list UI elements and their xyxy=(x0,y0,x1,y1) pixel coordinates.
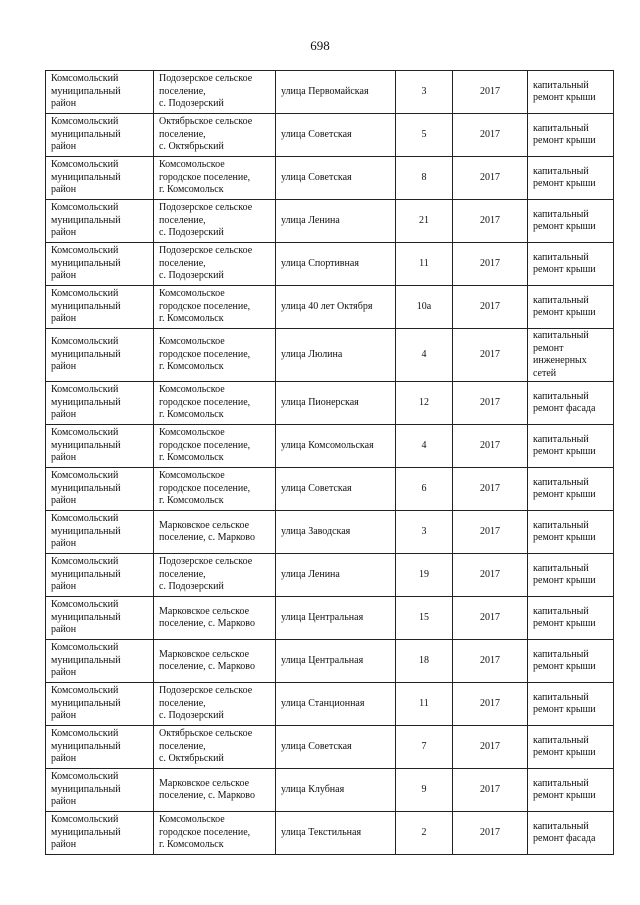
district-cell: Комсомольский муниципальный район xyxy=(46,554,154,597)
settlement-cell: Подозерское сельское поселение, с. Подозерский xyxy=(154,243,276,286)
street-cell: улица Спортивная xyxy=(276,243,396,286)
house-number-cell: 8 xyxy=(396,157,453,200)
settlement-cell: Октябрьское сельское поселение, с. Октябрьский xyxy=(154,114,276,157)
house-number-cell: 6 xyxy=(396,468,453,511)
house-number-cell: 12 xyxy=(396,382,453,425)
year-cell: 2017 xyxy=(453,425,528,468)
house-number-cell: 11 xyxy=(396,683,453,726)
street-cell: улица Пионерская xyxy=(276,382,396,425)
work-type-cell: капитальный ремонт крыши xyxy=(528,769,614,812)
year-cell: 2017 xyxy=(453,157,528,200)
house-number-cell: 4 xyxy=(396,329,453,382)
street-cell: улица Комсомольская xyxy=(276,425,396,468)
house-number-cell: 21 xyxy=(396,200,453,243)
year-cell: 2017 xyxy=(453,511,528,554)
street-cell: улица Станционная xyxy=(276,683,396,726)
house-number-cell: 2 xyxy=(396,812,453,855)
year-cell: 2017 xyxy=(453,726,528,769)
street-cell: улица Центральная xyxy=(276,597,396,640)
year-cell: 2017 xyxy=(453,597,528,640)
district-cell: Комсомольский муниципальный район xyxy=(46,200,154,243)
year-cell: 2017 xyxy=(453,683,528,726)
work-type-cell: капитальный ремонт крыши xyxy=(528,554,614,597)
table-row xyxy=(46,243,614,286)
district-cell: Комсомольский муниципальный район xyxy=(46,468,154,511)
settlement-cell: Подозерское сельское поселение, с. Подозерский xyxy=(154,683,276,726)
table-row xyxy=(46,200,614,243)
district-cell: Комсомольский муниципальный район xyxy=(46,726,154,769)
district-cell: Комсомольский муниципальный район xyxy=(46,157,154,200)
table-row xyxy=(46,726,614,769)
year-cell: 2017 xyxy=(453,812,528,855)
district-cell: Комсомольский муниципальный район xyxy=(46,769,154,812)
year-cell: 2017 xyxy=(453,640,528,683)
year-cell: 2017 xyxy=(453,329,528,382)
table-row xyxy=(46,425,614,468)
table-row xyxy=(46,554,614,597)
district-cell: Комсомольский муниципальный район xyxy=(46,243,154,286)
year-cell: 2017 xyxy=(453,200,528,243)
district-cell: Комсомольский муниципальный район xyxy=(46,425,154,468)
settlement-cell: Комсомольское городское поселение, г. Комсомольск xyxy=(154,157,276,200)
table-row xyxy=(46,71,614,114)
table-row xyxy=(46,468,614,511)
settlement-cell: Марковское сельское поселение, с. Марково xyxy=(154,640,276,683)
street-cell: улица Текстильная xyxy=(276,812,396,855)
settlement-cell: Марковское сельское поселение, с. Марково xyxy=(154,511,276,554)
house-number-cell: 9 xyxy=(396,769,453,812)
street-cell: улица Советская xyxy=(276,114,396,157)
district-cell: Комсомольский муниципальный район xyxy=(46,382,154,425)
street-cell: улица Советская xyxy=(276,726,396,769)
table-row xyxy=(46,640,614,683)
street-cell: улица 40 лет Октября xyxy=(276,286,396,329)
work-type-cell: капитальный ремонт крыши xyxy=(528,71,614,114)
year-cell: 2017 xyxy=(453,769,528,812)
work-type-cell: капитальный ремонт крыши xyxy=(528,200,614,243)
table-row xyxy=(46,812,614,855)
settlement-cell: Комсомольское городское поселение, г. Комсомольск xyxy=(154,382,276,425)
table-row xyxy=(46,511,614,554)
district-cell: Комсомольский муниципальный район xyxy=(46,114,154,157)
district-cell: Комсомольский муниципальный район xyxy=(46,683,154,726)
district-cell: Комсомольский муниципальный район xyxy=(46,812,154,855)
settlement-cell: Комсомольское городское поселение, г. Комсомольск xyxy=(154,468,276,511)
settlement-cell: Марковское сельское поселение, с. Марково xyxy=(154,597,276,640)
settlement-cell: Подозерское сельское поселение, с. Подозерский xyxy=(154,71,276,114)
settlement-cell: Марковское сельское поселение, с. Марково xyxy=(154,769,276,812)
house-number-cell: 10а xyxy=(396,286,453,329)
work-type-cell: капитальный ремонт крыши xyxy=(528,286,614,329)
page-number: 698 xyxy=(310,38,330,53)
settlement-cell: Комсомольское городское поселение, г. Комсомольск xyxy=(154,425,276,468)
settlement-cell: Подозерское сельское поселение, с. Подозерский xyxy=(154,200,276,243)
table-row xyxy=(46,683,614,726)
work-type-cell: капитальный ремонт крыши xyxy=(528,511,614,554)
year-cell: 2017 xyxy=(453,243,528,286)
house-number-cell: 5 xyxy=(396,114,453,157)
settlement-cell: Октябрьское сельское поселение, с. Октябрьский xyxy=(154,726,276,769)
work-type-cell: капитальный ремонт фасада xyxy=(528,812,614,855)
work-type-cell: капитальный ремонт инженерных сетей xyxy=(528,329,614,382)
house-number-cell: 3 xyxy=(396,71,453,114)
house-number-cell: 11 xyxy=(396,243,453,286)
table-row xyxy=(46,597,614,640)
settlement-cell: Комсомольское городское поселение, г. Комсомольск xyxy=(154,329,276,382)
year-cell: 2017 xyxy=(453,71,528,114)
settlement-cell: Подозерское сельское поселение, с. Подозерский xyxy=(154,554,276,597)
table-row xyxy=(46,157,614,200)
street-cell: улица Первомайская xyxy=(276,71,396,114)
house-number-cell: 15 xyxy=(396,597,453,640)
house-number-cell: 18 xyxy=(396,640,453,683)
district-cell: Комсомольский муниципальный район xyxy=(46,511,154,554)
street-cell: улица Заводская xyxy=(276,511,396,554)
work-type-cell: капитальный ремонт крыши xyxy=(528,243,614,286)
year-cell: 2017 xyxy=(453,382,528,425)
house-number-cell: 7 xyxy=(396,726,453,769)
district-cell: Комсомольский муниципальный район xyxy=(46,597,154,640)
street-cell: улица Центральная xyxy=(276,640,396,683)
table-row xyxy=(46,114,614,157)
street-cell: улица Ленина xyxy=(276,200,396,243)
house-number-cell: 3 xyxy=(396,511,453,554)
settlement-cell: Комсомольское городское поселение, г. Комсомольск xyxy=(154,286,276,329)
street-cell: улица Советская xyxy=(276,157,396,200)
table-row xyxy=(46,286,614,329)
street-cell: улица Ленина xyxy=(276,554,396,597)
street-cell: улица Советская xyxy=(276,468,396,511)
work-type-cell: капитальный ремонт крыши xyxy=(528,726,614,769)
house-number-cell: 4 xyxy=(396,425,453,468)
work-type-cell: капитальный ремонт крыши xyxy=(528,640,614,683)
work-type-cell: капитальный ремонт крыши xyxy=(528,683,614,726)
year-cell: 2017 xyxy=(453,286,528,329)
district-cell: Комсомольский муниципальный район xyxy=(46,329,154,382)
work-type-cell: капитальный ремонт крыши xyxy=(528,425,614,468)
year-cell: 2017 xyxy=(453,468,528,511)
repair-schedule-table xyxy=(45,70,614,855)
street-cell: улица Люлина xyxy=(276,329,396,382)
work-type-cell: капитальный ремонт крыши xyxy=(528,157,614,200)
house-number-cell: 19 xyxy=(396,554,453,597)
work-type-cell: капитальный ремонт фасада xyxy=(528,382,614,425)
work-type-cell: капитальный ремонт крыши xyxy=(528,114,614,157)
table-row xyxy=(46,382,614,425)
street-cell: улица Клубная xyxy=(276,769,396,812)
settlement-cell: Комсомольское городское поселение, г. Комсомольск xyxy=(154,812,276,855)
year-cell: 2017 xyxy=(453,554,528,597)
table-row xyxy=(46,769,614,812)
work-type-cell: капитальный ремонт крыши xyxy=(528,597,614,640)
work-type-cell: капитальный ремонт крыши xyxy=(528,468,614,511)
district-cell: Комсомольский муниципальный район xyxy=(46,640,154,683)
table-row xyxy=(46,329,614,382)
district-cell: Комсомольский муниципальный район xyxy=(46,286,154,329)
district-cell: Комсомольский муниципальный район xyxy=(46,71,154,114)
year-cell: 2017 xyxy=(453,114,528,157)
